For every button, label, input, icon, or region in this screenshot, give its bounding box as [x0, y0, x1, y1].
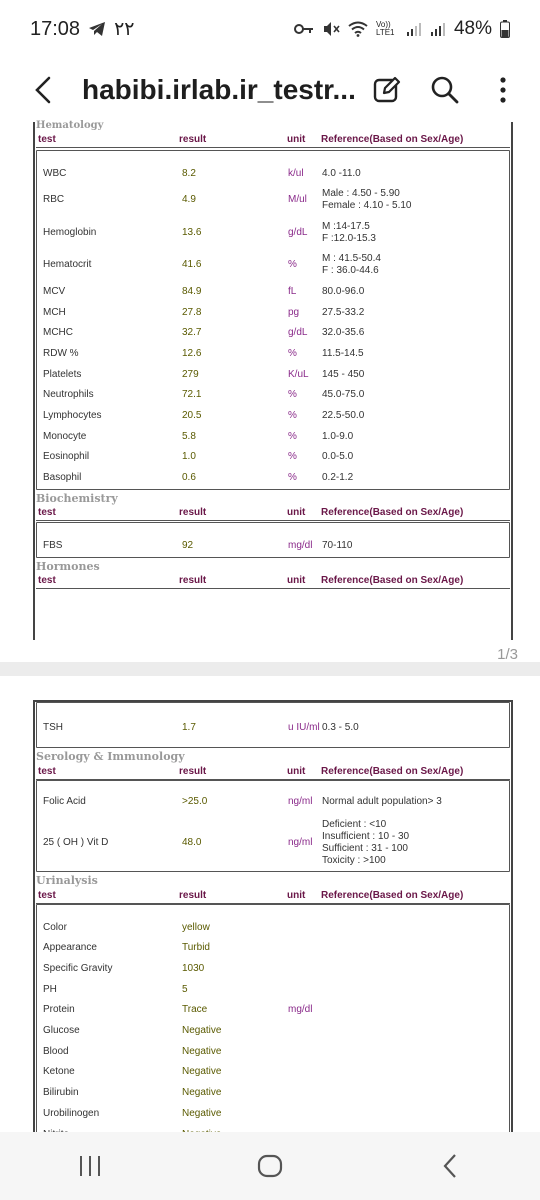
page-indicator: 1/3 [497, 646, 518, 663]
signal-icon [406, 21, 422, 37]
cell-test: MCH [43, 307, 66, 318]
cell-result: Negative [182, 1025, 222, 1036]
cell-result: 20.5 [182, 410, 202, 421]
cell-unit: g/dL [288, 227, 308, 238]
cell-result: 5.8 [182, 431, 196, 442]
cell-result: 84.9 [182, 286, 202, 297]
cell-test: Folic Acid [43, 796, 86, 807]
reference-line: 0.3 - 5.0 [322, 722, 359, 733]
cell-unit: % [288, 451, 297, 462]
cell-result: 5 [182, 984, 188, 995]
reference-line: 4.0 -11.0 [322, 168, 361, 179]
reference-line: 1.0-9.0 [322, 431, 354, 442]
cell-test: Appearance [43, 942, 97, 953]
cell-result: 48.0 [182, 837, 202, 848]
cell-result: 1.7 [182, 722, 196, 733]
recents-icon[interactable] [73, 1149, 107, 1183]
col-unit: unit [287, 134, 306, 145]
back-icon[interactable] [433, 1149, 467, 1183]
cell-result: yellow [182, 922, 210, 933]
cell-result: 1.0 [182, 451, 196, 462]
cell-unit: % [288, 410, 297, 421]
cell-unit: u IU/ml [288, 722, 320, 733]
col-unit: unit [287, 575, 306, 586]
system-nav-bar [0, 1132, 540, 1200]
cell-result: Negative [182, 1108, 222, 1119]
cell-result: 32.7 [182, 327, 202, 338]
cell-unit: % [288, 389, 297, 400]
reference-line: F :12.0-15.3 [322, 233, 376, 244]
cell-unit: ng/ml [288, 837, 313, 848]
cell-unit: % [288, 431, 297, 442]
cell-result: >25.0 [182, 796, 208, 807]
reference-line: Female : 4.10 - 5.10 [322, 200, 412, 211]
reference-line: 0.2-1.2 [322, 472, 354, 483]
table-header-biochemistry [36, 505, 510, 521]
cell-result: 279 [182, 369, 199, 380]
battery-icon [500, 20, 510, 38]
reference-line: 22.5-50.0 [322, 410, 365, 421]
key-icon [294, 23, 314, 35]
cell-test: TSH [43, 722, 63, 733]
cell-test: MCHC [43, 327, 73, 338]
col-test: test [38, 575, 56, 586]
cell-result: Negative [182, 1087, 222, 1098]
table-header-hormones [36, 573, 510, 589]
home-icon[interactable] [253, 1149, 287, 1183]
cell-result: 12.6 [182, 348, 202, 359]
status-bar [0, 0, 540, 58]
cell-result: 13.6 [182, 227, 202, 238]
reference-line: 145 - 450 [322, 369, 365, 380]
mute-icon [322, 21, 340, 37]
cell-result: Trace [182, 1004, 208, 1015]
section-title-serology: Serology & Immunology [36, 750, 185, 763]
table-serology [36, 780, 510, 872]
col-result: result [179, 890, 207, 901]
col-reference: Reference(Based on Sex/Age) [321, 766, 464, 777]
col-reference: Reference(Based on Sex/Age) [321, 134, 464, 145]
table-biochemistry [36, 522, 510, 558]
cell-unit: mg/dl [288, 1004, 313, 1015]
reference-line: 70-110 [322, 540, 353, 551]
cell-test: MCV [43, 286, 66, 297]
table-hormones [36, 702, 510, 748]
table-hematology [36, 150, 510, 490]
cell-reference [322, 369, 364, 381]
back-arrow-icon[interactable] [26, 73, 60, 107]
cell-reference [322, 327, 364, 339]
cell-unit: g/dL [288, 327, 308, 338]
page-gap [0, 662, 540, 676]
cell-result: 41.6 [182, 259, 202, 270]
reference-line: Deficient : <10 [322, 819, 387, 830]
col-test: test [38, 134, 56, 145]
reference-line: M : 41.5-50.4 [322, 253, 381, 264]
cell-unit: % [288, 472, 297, 483]
cell-test: Ketone [43, 1066, 75, 1077]
cell-unit: fL [288, 286, 297, 297]
signal-icon-2 [430, 21, 446, 37]
cell-result: 8.2 [182, 168, 196, 179]
col-reference: Reference(Based on Sex/Age) [321, 507, 464, 518]
cell-reference [322, 451, 353, 463]
cell-test: Platelets [43, 369, 82, 380]
cell-result: 1030 [182, 963, 205, 974]
col-reference: Reference(Based on Sex/Age) [321, 890, 464, 901]
table-header-hematology [36, 132, 510, 148]
cell-unit: M/ul [288, 194, 307, 205]
cell-reference [322, 722, 359, 734]
cell-test: Bilirubin [43, 1087, 79, 1098]
section-title-hormones: Hormones [36, 560, 100, 573]
cell-result: 0.6 [182, 472, 196, 483]
cell-reference [322, 307, 364, 319]
table-header-serology [36, 764, 510, 780]
cell-test: Specific Gravity [43, 963, 113, 974]
cell-unit: % [288, 348, 297, 359]
edit-icon[interactable] [370, 73, 404, 107]
cell-test: Lymphocytes [43, 410, 102, 421]
col-unit: unit [287, 890, 306, 901]
cell-test: WBC [43, 168, 67, 179]
col-result: result [179, 575, 207, 586]
reference-line: 27.5-33.2 [322, 307, 365, 318]
reference-line: 11.5-14.5 [322, 348, 364, 359]
pdf-page-1 [0, 122, 540, 662]
reference-line: Toxicity : >100 [322, 855, 386, 866]
cell-reference [322, 348, 364, 360]
cell-reference [322, 221, 376, 245]
reference-line: 45.0-75.0 [322, 389, 365, 400]
pdf-viewer[interactable] [0, 122, 540, 1132]
col-test: test [38, 890, 56, 901]
cell-reference [322, 796, 442, 808]
col-result: result [179, 134, 207, 145]
cell-test: Blood [43, 1046, 69, 1057]
cell-result: 4.9 [182, 194, 196, 205]
reference-line: Sufficient : 31 - 100 [322, 843, 408, 854]
cell-test: Monocyte [43, 431, 87, 442]
status-time: 17:08 [30, 17, 81, 40]
reference-line: 32.0-35.6 [322, 327, 365, 338]
cell-unit: K/uL [288, 369, 309, 380]
reference-line: F : 36.0-44.6 [322, 265, 379, 276]
reference-line: 0.0-5.0 [322, 451, 354, 462]
col-test: test [38, 766, 56, 777]
cell-test: Basophil [43, 472, 82, 483]
lte-label: Vo)) LTE1 [375, 20, 395, 37]
col-test: test [38, 507, 56, 518]
cell-reference [322, 168, 361, 180]
col-unit: unit [287, 766, 306, 777]
wifi-icon [348, 21, 368, 37]
cell-reference [322, 540, 352, 552]
cell-test: Glucose [43, 1025, 80, 1036]
cell-reference [322, 410, 364, 422]
cell-reference [322, 286, 364, 298]
search-icon[interactable] [428, 73, 462, 107]
reference-line: Male : 4.50 - 5.90 [322, 188, 400, 199]
cell-result: 72.1 [182, 389, 202, 400]
cell-test: Neutrophils [43, 389, 94, 400]
cell-result: 27.8 [182, 307, 202, 318]
cell-reference [322, 253, 381, 277]
document-title: habibi.irlab.ir_testr... [82, 74, 356, 105]
table-urinalysis [36, 904, 510, 1164]
cell-unit: mg/dl [288, 540, 313, 551]
section-title-urinalysis: Urinalysis [36, 874, 98, 887]
cell-reference [322, 431, 353, 443]
telegram-icon [88, 21, 106, 37]
cell-reference [322, 188, 412, 212]
cell-unit: ng/ml [288, 796, 313, 807]
cell-test: FBS [43, 540, 63, 551]
reference-line: Normal adult population> 3 [322, 796, 442, 807]
cell-test: PH [43, 984, 57, 995]
reference-line: 80.0-96.0 [322, 286, 365, 297]
battery-percent: 48% [453, 18, 492, 39]
cell-unit: % [288, 259, 297, 270]
col-unit: unit [287, 507, 306, 518]
cell-test: Urobilinogen [43, 1108, 100, 1119]
col-result: result [179, 766, 207, 777]
cell-test: RDW % [43, 348, 79, 359]
cell-test: RBC [43, 194, 65, 205]
cell-unit: pg [288, 307, 300, 318]
cell-reference [322, 389, 364, 401]
reference-line: M :14-17.5 [322, 221, 370, 232]
cell-test: 25 ( OH ) Vit D [43, 837, 109, 848]
cell-result: 92 [182, 540, 194, 551]
col-reference: Reference(Based on Sex/Age) [321, 575, 464, 586]
pdf-page-2 [0, 676, 540, 1136]
more-options-icon[interactable] [486, 73, 520, 107]
cell-test: Protein [43, 1004, 75, 1015]
cell-reference [322, 472, 353, 484]
section-title-hematology: Hematology [36, 120, 104, 131]
section-title-biochemistry: Biochemistry [36, 492, 118, 505]
cell-test: Hematocrit [43, 259, 92, 270]
reference-line: Insufficient : 10 - 30 [322, 831, 410, 842]
cell-test: Color [43, 922, 67, 933]
table-header-urinalysis [36, 888, 510, 904]
cell-result: Turbid [182, 942, 210, 953]
cell-result: Negative [182, 1066, 222, 1077]
notification-count: ۲۲ [114, 18, 135, 40]
cell-reference [322, 819, 409, 867]
col-result: result [179, 507, 207, 518]
app-toolbar [0, 58, 540, 122]
cell-unit: k/ul [288, 168, 304, 179]
cell-result: Negative [182, 1046, 222, 1057]
cell-test: Eosinophil [43, 451, 90, 462]
cell-test: Hemoglobin [43, 227, 97, 238]
